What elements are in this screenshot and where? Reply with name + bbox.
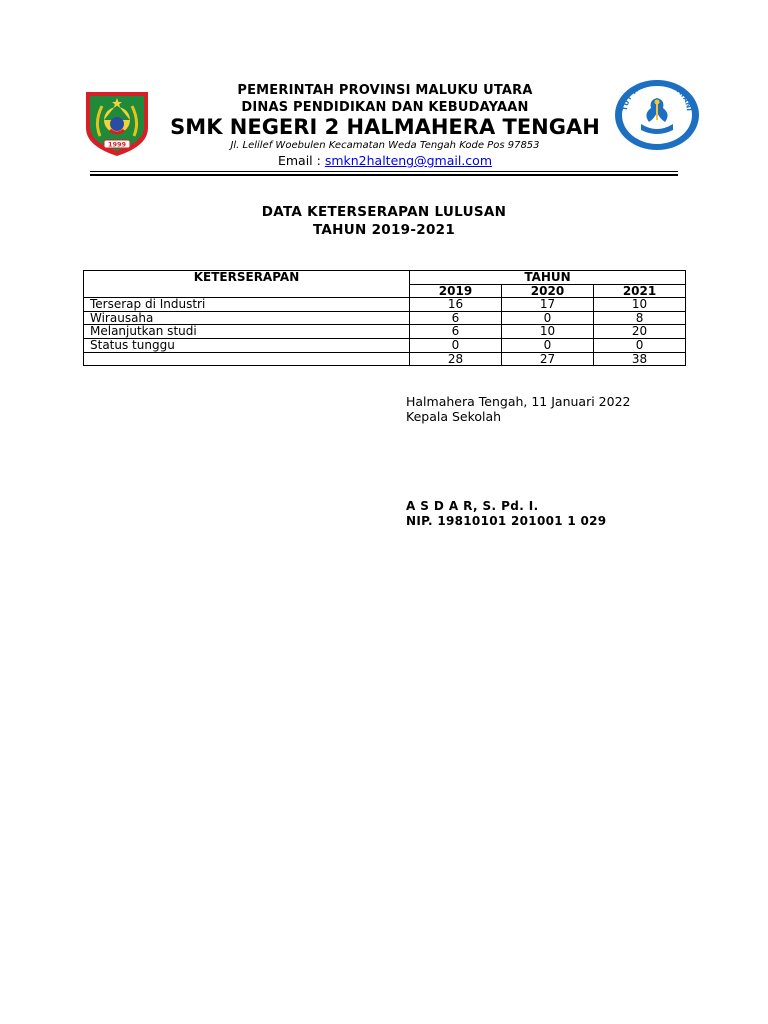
- absorption-table: [83, 270, 686, 366]
- signer-nip: NIP. 19810101 201001 1 029: [406, 514, 607, 528]
- government-line: PEMERINTAH PROVINSI MALUKU UTARA: [237, 83, 533, 98]
- school-name: SMK NEGERI 2 HALMAHERA TENGAH: [170, 115, 600, 139]
- table-row: [84, 325, 686, 339]
- row-value: 6: [410, 311, 502, 325]
- table-total-row: [84, 352, 686, 366]
- letterhead-divider-thin: [90, 171, 678, 172]
- school-address: Jl. Lelilef Woebulen Kecamatan Weda Tengah Kode Pos 97853: [230, 140, 540, 151]
- tut-wuri-handayani-logo: [613, 78, 701, 152]
- table-row: [84, 338, 686, 352]
- row-value: 16: [410, 298, 502, 312]
- row-value: 10: [502, 325, 594, 339]
- table-header-row: [84, 271, 686, 285]
- header-category: KETERSERAPAN: [84, 271, 410, 298]
- table-row: [84, 298, 686, 312]
- total-value: 38: [594, 352, 686, 366]
- email-label: Email :: [277, 153, 325, 168]
- signature-position: Kepala Sekolah: [406, 409, 502, 424]
- document-title: DATA KETERSERAPAN LULUSAN: [261, 204, 507, 220]
- total-value: 28: [410, 352, 502, 366]
- signer-name: A S D A R, S. Pd. I.: [406, 499, 539, 513]
- row-label: Melanjutkan studi: [84, 325, 410, 339]
- logo-motto: TUT WURI HANDAYANI: [620, 78, 693, 112]
- header-year: 2020: [502, 284, 594, 298]
- row-value: 0: [410, 338, 502, 352]
- header-year: 2019: [410, 284, 502, 298]
- table-row: [84, 311, 686, 325]
- row-value: 17: [502, 298, 594, 312]
- row-value: 0: [502, 311, 594, 325]
- row-value: 6: [410, 325, 502, 339]
- row-value: 20: [594, 325, 686, 339]
- department-line: DINAS PENDIDIKAN DAN KEBUDAYAAN: [241, 100, 529, 115]
- total-value: 27: [502, 352, 594, 366]
- row-label: Status tunggu: [84, 338, 410, 352]
- provincial-emblem-logo: [80, 84, 154, 158]
- header-year: 2021: [594, 284, 686, 298]
- row-label: Wirausaha: [84, 311, 410, 325]
- row-value: 0: [502, 338, 594, 352]
- email-line: [150, 153, 620, 168]
- row-value: 10: [594, 298, 686, 312]
- document-subtitle: TAHUN 2019-2021: [312, 222, 456, 238]
- letterhead-divider-thick: [90, 174, 678, 176]
- email-link[interactable]: smkn2halteng@gmail.com: [324, 153, 493, 168]
- header-year-group: TAHUN: [410, 271, 686, 285]
- emblem-year: 1999: [107, 140, 127, 149]
- signature-place-date: Halmahera Tengah, 11 Januari 2022: [406, 394, 631, 409]
- row-value: 8: [594, 311, 686, 325]
- total-label: [84, 352, 410, 366]
- row-value: 0: [594, 338, 686, 352]
- row-label: Terserap di Industri: [84, 298, 410, 312]
